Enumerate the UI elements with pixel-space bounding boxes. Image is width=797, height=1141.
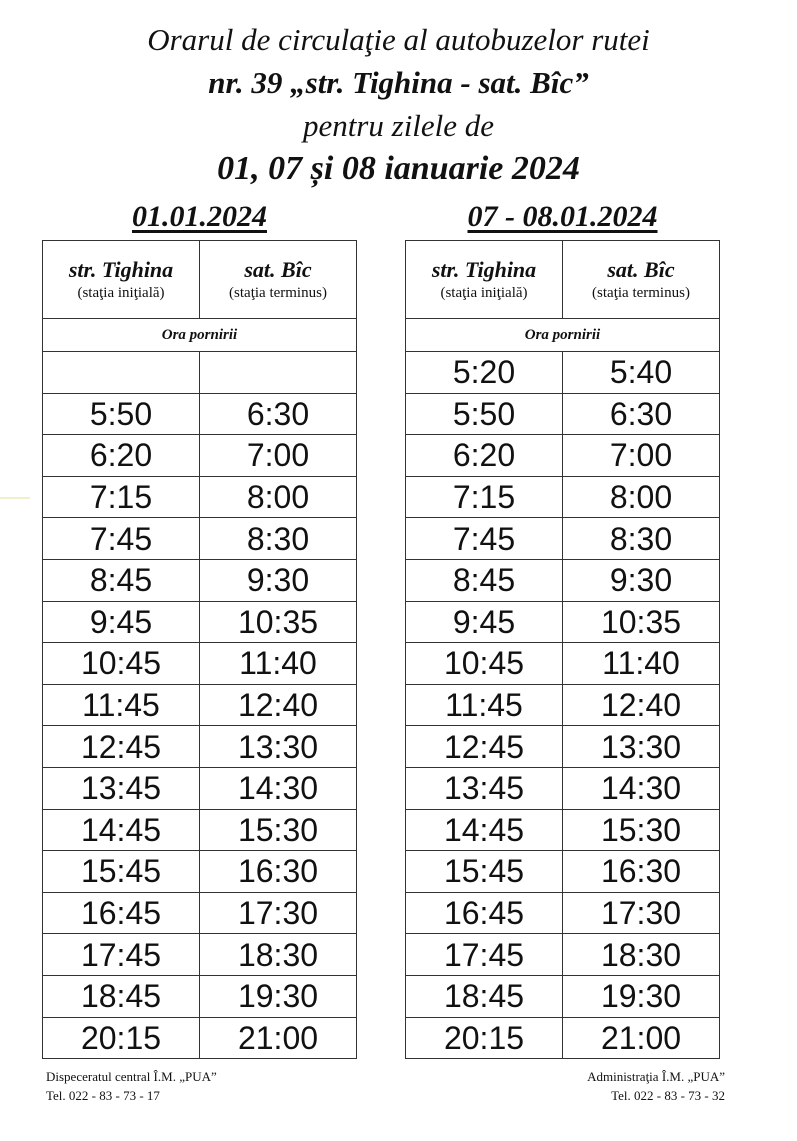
departure-time-terminus: 19:30 xyxy=(563,975,720,1017)
table-row xyxy=(43,559,357,601)
title-line-1: Orarul de circulaţie al autobuzelor rutei xyxy=(147,22,650,57)
footer-administration xyxy=(587,1067,725,1105)
departure-time-terminus: 15:30 xyxy=(563,809,720,851)
departure-time-origin: 7:15 xyxy=(406,476,563,518)
departure-label: Ora pornirii xyxy=(43,319,357,352)
timetable-header-row xyxy=(43,241,357,319)
table-row xyxy=(43,435,357,477)
terminus-stop-note: (staţia terminus) xyxy=(229,284,327,301)
title-dates: 01, 07 și 08 ianuarie 2024 xyxy=(217,150,580,187)
departure-time-terminus: 14:30 xyxy=(563,767,720,809)
title-line-3: pentru zilele de xyxy=(302,108,495,143)
departure-time-origin: 12:45 xyxy=(406,726,563,768)
departure-time-origin: 13:45 xyxy=(43,767,200,809)
table-row xyxy=(43,975,357,1017)
origin-stop-note: (staţia iniţială) xyxy=(440,284,528,301)
table-row xyxy=(43,352,357,394)
departure-time-terminus: 16:30 xyxy=(563,851,720,893)
departure-time-terminus: 11:40 xyxy=(200,643,357,685)
document-title xyxy=(0,18,797,190)
table-row xyxy=(43,1017,357,1059)
table-row xyxy=(43,518,357,560)
departure-time-terminus: 8:00 xyxy=(200,476,357,518)
header-cell-terminus xyxy=(563,241,720,319)
footer-dispatch xyxy=(46,1067,217,1105)
departure-time-origin: 7:45 xyxy=(406,518,563,560)
departure-time-origin: 17:45 xyxy=(43,934,200,976)
administration-name: Administraţia Î.M. „PUA” xyxy=(587,1069,725,1084)
departure-time-origin: 12:45 xyxy=(43,726,200,768)
table-row xyxy=(406,476,720,518)
origin-stop-name: str. Tighina xyxy=(431,256,537,282)
table-row xyxy=(406,851,720,893)
table-row xyxy=(43,892,357,934)
departure-time-terminus: 10:35 xyxy=(563,601,720,643)
departure-time-terminus: 21:00 xyxy=(200,1017,357,1059)
table-row xyxy=(406,393,720,435)
header-cell-origin xyxy=(43,241,200,319)
terminus-stop-note: (staţia terminus) xyxy=(592,284,690,301)
departure-time-origin: 7:45 xyxy=(43,518,200,560)
timetable-left xyxy=(42,240,357,1059)
table-row xyxy=(43,809,357,851)
table-row xyxy=(43,476,357,518)
table-row xyxy=(43,726,357,768)
departure-time-origin: 18:45 xyxy=(43,975,200,1017)
table-row xyxy=(406,559,720,601)
scan-artifact xyxy=(0,497,30,499)
table-row xyxy=(406,1017,720,1059)
departure-time-origin: 6:20 xyxy=(406,435,563,477)
departure-time-origin: 10:45 xyxy=(43,643,200,685)
departure-time-origin: 5:50 xyxy=(406,393,563,435)
departure-time-terminus: 8:00 xyxy=(563,476,720,518)
departure-time-origin xyxy=(43,352,200,394)
departure-label-row xyxy=(43,319,357,352)
departure-time-origin: 13:45 xyxy=(406,767,563,809)
departure-time-terminus: 13:30 xyxy=(200,726,357,768)
departure-time-origin: 9:45 xyxy=(406,601,563,643)
table-row xyxy=(406,435,720,477)
departure-label-row xyxy=(406,319,720,352)
departure-time-terminus xyxy=(200,352,357,394)
table-row xyxy=(406,684,720,726)
origin-stop-name: str. Tighina xyxy=(68,256,174,282)
table-row xyxy=(43,601,357,643)
schedule-date-left: 01.01.2024 xyxy=(132,200,267,233)
departure-time-origin: 10:45 xyxy=(406,643,563,685)
terminus-stop-name: sat. Bîc xyxy=(244,256,312,282)
timetable-body xyxy=(43,241,357,1059)
departure-time-terminus: 18:30 xyxy=(563,934,720,976)
terminus-stop-name: sat. Bîc xyxy=(607,256,675,282)
table-row xyxy=(406,934,720,976)
departure-time-terminus: 16:30 xyxy=(200,851,357,893)
departure-time-origin: 17:45 xyxy=(406,934,563,976)
departure-time-origin: 5:50 xyxy=(43,393,200,435)
departure-time-terminus: 11:40 xyxy=(563,643,720,685)
departure-time-origin: 8:45 xyxy=(406,559,563,601)
departure-time-terminus: 8:30 xyxy=(200,518,357,560)
administration-phone: Tel. 022 - 83 - 73 - 32 xyxy=(611,1088,725,1103)
title-route: nr. 39 „str. Tighina - sat. Bîc” xyxy=(208,65,589,100)
departure-time-origin: 14:45 xyxy=(43,809,200,851)
departure-time-origin: 8:45 xyxy=(43,559,200,601)
dispatch-name: Dispeceratul central Î.M. „PUA” xyxy=(46,1069,217,1084)
departure-time-terminus: 21:00 xyxy=(563,1017,720,1059)
departure-time-origin: 15:45 xyxy=(43,851,200,893)
table-row xyxy=(43,934,357,976)
departure-time-terminus: 5:40 xyxy=(563,352,720,394)
departure-time-terminus: 13:30 xyxy=(563,726,720,768)
table-row xyxy=(406,643,720,685)
departure-time-origin: 7:15 xyxy=(43,476,200,518)
departure-time-origin: 11:45 xyxy=(406,684,563,726)
departure-time-terminus: 15:30 xyxy=(200,809,357,851)
departure-time-origin: 16:45 xyxy=(406,892,563,934)
table-row xyxy=(406,767,720,809)
departure-time-origin: 5:20 xyxy=(406,352,563,394)
departure-time-terminus: 17:30 xyxy=(200,892,357,934)
departure-time-terminus: 9:30 xyxy=(563,559,720,601)
departure-time-terminus: 14:30 xyxy=(200,767,357,809)
table-row xyxy=(406,975,720,1017)
departure-time-origin: 15:45 xyxy=(406,851,563,893)
departure-time-terminus: 6:30 xyxy=(563,393,720,435)
departure-time-terminus: 18:30 xyxy=(200,934,357,976)
table-row xyxy=(406,352,720,394)
departure-time-origin: 14:45 xyxy=(406,809,563,851)
table-row xyxy=(406,518,720,560)
table-row xyxy=(406,892,720,934)
table-row xyxy=(406,601,720,643)
departure-label: Ora pornirii xyxy=(406,319,720,352)
header-cell-origin xyxy=(406,241,563,319)
departure-time-origin: 6:20 xyxy=(43,435,200,477)
departure-time-terminus: 17:30 xyxy=(563,892,720,934)
timetable-header-row xyxy=(406,241,720,319)
table-row xyxy=(43,851,357,893)
departure-time-terminus: 7:00 xyxy=(563,435,720,477)
departure-time-terminus: 12:40 xyxy=(563,684,720,726)
departure-time-origin: 9:45 xyxy=(43,601,200,643)
table-row xyxy=(406,726,720,768)
departure-time-origin: 20:15 xyxy=(406,1017,563,1059)
departure-time-terminus: 12:40 xyxy=(200,684,357,726)
departure-time-origin: 20:15 xyxy=(43,1017,200,1059)
table-row xyxy=(43,393,357,435)
departure-time-origin: 18:45 xyxy=(406,975,563,1017)
timetable-body xyxy=(406,241,720,1059)
table-row xyxy=(43,767,357,809)
table-row xyxy=(43,643,357,685)
departure-time-terminus: 10:35 xyxy=(200,601,357,643)
departure-time-origin: 16:45 xyxy=(43,892,200,934)
departure-time-terminus: 19:30 xyxy=(200,975,357,1017)
departure-time-terminus: 7:00 xyxy=(200,435,357,477)
origin-stop-note: (staţia iniţială) xyxy=(77,284,165,301)
timetable-right xyxy=(405,240,720,1059)
departure-time-terminus: 6:30 xyxy=(200,393,357,435)
departure-time-terminus: 9:30 xyxy=(200,559,357,601)
dispatch-phone: Tel. 022 - 83 - 73 - 17 xyxy=(46,1088,160,1103)
departure-time-terminus: 8:30 xyxy=(563,518,720,560)
header-cell-terminus xyxy=(200,241,357,319)
departure-time-origin: 11:45 xyxy=(43,684,200,726)
table-row xyxy=(43,684,357,726)
schedule-date-right: 07 - 08.01.2024 xyxy=(467,200,658,233)
table-row xyxy=(406,809,720,851)
